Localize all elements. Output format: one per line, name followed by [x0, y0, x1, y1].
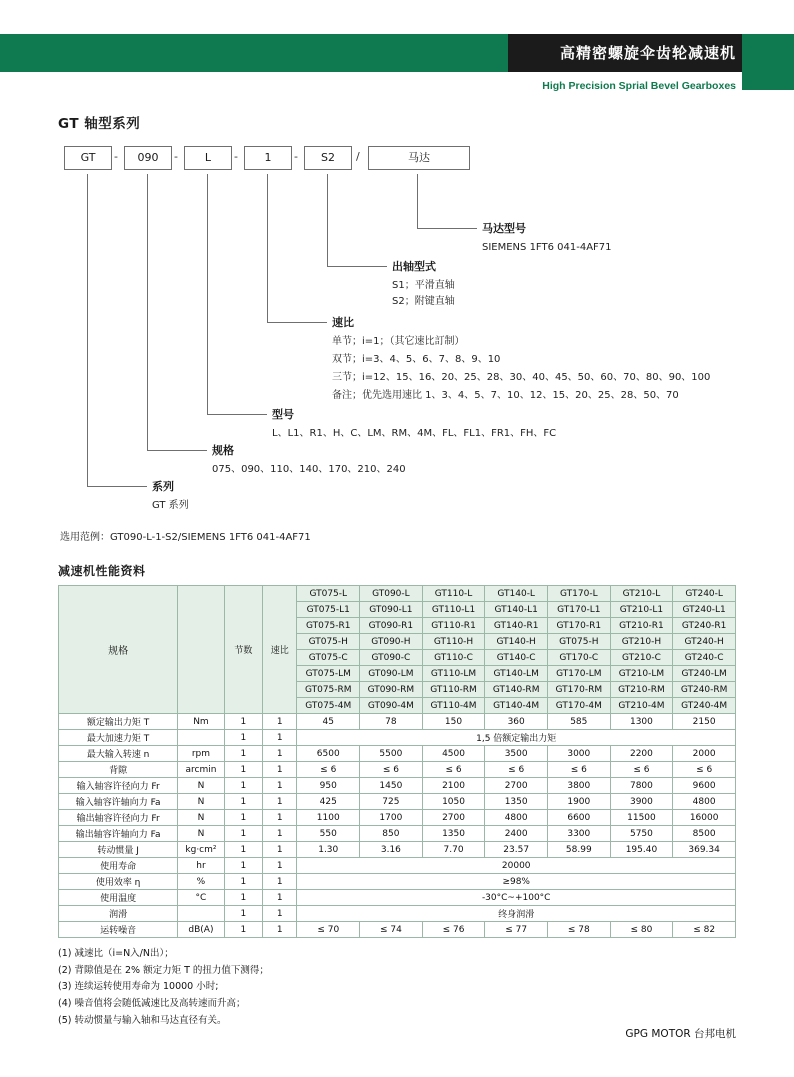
- table-row: [59, 794, 736, 810]
- row-sections: 1: [224, 810, 262, 826]
- row-unit: [178, 906, 224, 922]
- model-cell: GT240-L1: [673, 602, 736, 618]
- header-cell-spec: 规格: [59, 586, 178, 714]
- row-unit: kg·cm²: [178, 842, 224, 858]
- row-sections: 1: [224, 874, 262, 890]
- code-box-shaft: S2: [304, 146, 352, 170]
- leader-line-ratio-h: [267, 322, 327, 323]
- model-cell: GT075-R1: [297, 618, 360, 634]
- model-cell: GT090-RM: [360, 682, 423, 698]
- code-box-type: L: [184, 146, 232, 170]
- row-value: 2700: [485, 778, 548, 794]
- model-cell: GT110-R1: [422, 618, 485, 634]
- header-green-tab: [742, 34, 794, 90]
- model-cell: GT090-L: [360, 586, 423, 602]
- model-cell: GT170-R1: [547, 618, 610, 634]
- row-value: 3900: [610, 794, 673, 810]
- row-value: 550: [297, 826, 360, 842]
- legend-text-ratio-3: 备注；优先选用速比 1、3、4、5、7、10、12、15、20、25、28、50、70: [332, 390, 679, 401]
- row-value: ≤ 6: [547, 762, 610, 778]
- row-value: 850: [360, 826, 423, 842]
- code-dash-4: -: [294, 150, 298, 163]
- row-ratio: 1: [263, 874, 297, 890]
- row-value: 6600: [547, 810, 610, 826]
- row-unit: N: [178, 778, 224, 794]
- row-value: 6500: [297, 746, 360, 762]
- model-cell: GT140-L1: [485, 602, 548, 618]
- row-sections: 1: [224, 890, 262, 906]
- row-label: 使用温度: [59, 890, 178, 906]
- table-row: [59, 826, 736, 842]
- code-box-ratio: 1: [244, 146, 292, 170]
- row-value: 3300: [547, 826, 610, 842]
- row-value: 150: [422, 714, 485, 730]
- row-label: 输入轴容许径向力 Fr: [59, 778, 178, 794]
- row-value: 1100: [297, 810, 360, 826]
- model-cell: GT110-L1: [422, 602, 485, 618]
- table-row: [59, 778, 736, 794]
- table-row: [59, 810, 736, 826]
- legend-text-size-0: 075、090、110、140、170、210、240: [212, 464, 406, 475]
- row-value: 1450: [360, 778, 423, 794]
- model-cell: GT075-LM: [297, 666, 360, 682]
- row-value: 1050: [422, 794, 485, 810]
- row-value: ≤ 6: [610, 762, 673, 778]
- row-value: 5750: [610, 826, 673, 842]
- code-box-size: 090: [124, 146, 172, 170]
- row-value: 45: [297, 714, 360, 730]
- footnote-item: (2) 背隙值是在 2% 额定力矩 T 的扭力值下测得；: [58, 964, 269, 976]
- model-cell: GT110-C: [422, 650, 485, 666]
- row-value: 1300: [610, 714, 673, 730]
- row-value: ≤ 78: [547, 922, 610, 938]
- model-cell: GT140-H: [485, 634, 548, 650]
- model-cell: GT090-H: [360, 634, 423, 650]
- model-cell: GT170-RM: [547, 682, 610, 698]
- row-value: 9600: [673, 778, 736, 794]
- header-title-en: High Precision Sprial Bevel Gearboxes: [542, 80, 736, 92]
- legend-text-shaft-0: S1；平滑直轴: [392, 280, 455, 291]
- leader-line-size-h: [147, 450, 207, 451]
- row-value: 2700: [422, 810, 485, 826]
- code-box-motor: 马达: [368, 146, 470, 170]
- model-cell: GT240-H: [673, 634, 736, 650]
- row-value: 2000: [673, 746, 736, 762]
- model-cell: GT110-H: [422, 634, 485, 650]
- row-value: 1350: [485, 794, 548, 810]
- row-value: 2150: [673, 714, 736, 730]
- model-cell: GT210-L: [610, 586, 673, 602]
- leader-line-series-h: [87, 486, 147, 487]
- legend-label-size: 规格: [212, 444, 234, 457]
- leader-line-shaft-h: [327, 266, 387, 267]
- row-value: ≤ 77: [485, 922, 548, 938]
- model-cell: GT110-RM: [422, 682, 485, 698]
- table-row: [59, 586, 736, 602]
- row-ratio: 1: [263, 922, 297, 938]
- row-merged-value: -30°C~+100°C: [297, 890, 736, 906]
- model-cell: GT240-RM: [673, 682, 736, 698]
- row-value: 78: [360, 714, 423, 730]
- row-value: 2400: [485, 826, 548, 842]
- row-value: ≤ 82: [673, 922, 736, 938]
- leader-line-shaft-v: [327, 174, 328, 266]
- model-cell: GT210-4M: [610, 698, 673, 714]
- row-unit: rpm: [178, 746, 224, 762]
- model-cell: GT110-4M: [422, 698, 485, 714]
- row-sections: 1: [224, 906, 262, 922]
- row-ratio: 1: [263, 714, 297, 730]
- row-value: 5500: [360, 746, 423, 762]
- model-cell: GT090-LM: [360, 666, 423, 682]
- table-row: [59, 746, 736, 762]
- row-value: 1700: [360, 810, 423, 826]
- row-unit: N: [178, 794, 224, 810]
- model-code-bar: [58, 146, 736, 170]
- row-label: 输入轴容许轴向力 Fa: [59, 794, 178, 810]
- row-merged-value: 1,5 倍额定输出力矩: [297, 730, 736, 746]
- row-value: 2100: [422, 778, 485, 794]
- row-ratio: 1: [263, 746, 297, 762]
- row-sections: 1: [224, 794, 262, 810]
- page-footer: GPG MOTOR 台邦电机: [625, 1028, 736, 1040]
- row-ratio: 1: [263, 810, 297, 826]
- model-cell: GT210-LM: [610, 666, 673, 682]
- row-label: 使用效率 η: [59, 874, 178, 890]
- model-cell: GT170-L: [547, 586, 610, 602]
- page-header: [0, 0, 794, 96]
- model-cell: GT140-4M: [485, 698, 548, 714]
- leader-line-model-v: [207, 174, 208, 414]
- footnotes: [58, 946, 736, 1029]
- model-cell: GT240-LM: [673, 666, 736, 682]
- legend-label-model: 型号: [272, 408, 294, 421]
- footnote-item: (5) 转动惯量与输入轴和马达直径有关。: [58, 1014, 227, 1026]
- row-value: ≤ 6: [297, 762, 360, 778]
- row-value: ≤ 6: [422, 762, 485, 778]
- row-sections: 1: [224, 858, 262, 874]
- legend-text-model-0: L、L1、R1、H、C、LM、RM、4M、FL、FL1、FR1、FH、FC: [272, 428, 557, 439]
- row-label: 使用寿命: [59, 858, 178, 874]
- row-label: 转动惯量 J: [59, 842, 178, 858]
- table-row: [59, 762, 736, 778]
- row-sections: 1: [224, 842, 262, 858]
- row-value: 360: [485, 714, 548, 730]
- row-unit: N: [178, 810, 224, 826]
- model-cell: GT170-L1: [547, 602, 610, 618]
- row-value: ≤ 80: [610, 922, 673, 938]
- model-cell: GT240-L: [673, 586, 736, 602]
- row-ratio: 1: [263, 826, 297, 842]
- row-value: ≤ 76: [422, 922, 485, 938]
- row-label: 额定输出力矩 T: [59, 714, 178, 730]
- model-cell: GT090-4M: [360, 698, 423, 714]
- code-box-series: GT: [64, 146, 112, 170]
- row-unit: Nm: [178, 714, 224, 730]
- row-unit: [178, 730, 224, 746]
- row-sections: 1: [224, 762, 262, 778]
- row-value: 23.57: [485, 842, 548, 858]
- header-cell-sections: 节数: [224, 586, 262, 714]
- header-cell-blank: [178, 586, 224, 714]
- row-value: 3500: [485, 746, 548, 762]
- legend-text-series-0: GT 系列: [152, 500, 189, 511]
- leader-line-ratio-v: [267, 174, 268, 322]
- legend-text-ratio-2: 三节；i=12、15、16、20、25、28、30、40、45、50、60、70、80、90、100: [332, 372, 711, 383]
- row-unit: dB(A): [178, 922, 224, 938]
- model-cell: GT075-C: [297, 650, 360, 666]
- model-cell: GT075-4M: [297, 698, 360, 714]
- row-unit: N: [178, 826, 224, 842]
- legend-label-motor-model: 马达型号: [482, 222, 526, 235]
- model-cell: GT170-C: [547, 650, 610, 666]
- row-label: 输出轴容许径向力 Fr: [59, 810, 178, 826]
- row-value: 585: [547, 714, 610, 730]
- code-dash-3: -: [234, 150, 238, 163]
- header-title-cn: 高精密螺旋伞齿轮减速机: [559, 44, 736, 62]
- leader-line-motor-v: [417, 174, 418, 228]
- header-green-band: [0, 34, 508, 72]
- model-cell: GT140-L: [485, 586, 548, 602]
- row-value: 1.30: [297, 842, 360, 858]
- leader-line-model-h: [207, 414, 267, 415]
- row-value: ≤ 70: [297, 922, 360, 938]
- table-row: [59, 714, 736, 730]
- model-cell: GT075-L: [297, 586, 360, 602]
- row-value: 7.70: [422, 842, 485, 858]
- row-sections: 1: [224, 922, 262, 938]
- legend-text-motor-model-0: SIEMENS 1FT6 041-4AF71: [482, 242, 612, 253]
- row-value: 11500: [610, 810, 673, 826]
- table-row: [59, 906, 736, 922]
- model-cell: GT210-R1: [610, 618, 673, 634]
- row-unit: hr: [178, 858, 224, 874]
- model-cell: GT240-R1: [673, 618, 736, 634]
- row-value: 3800: [547, 778, 610, 794]
- legend-label-shaft-type: 出轴型式: [392, 260, 436, 273]
- row-sections: 1: [224, 730, 262, 746]
- legend-text-shaft-1: S2；附键直轴: [392, 296, 455, 307]
- row-value: 195.40: [610, 842, 673, 858]
- row-sections: 1: [224, 714, 262, 730]
- row-value: 4800: [673, 794, 736, 810]
- performance-table: [58, 585, 736, 938]
- row-ratio: 1: [263, 794, 297, 810]
- model-cell: GT240-C: [673, 650, 736, 666]
- section-title-performance: 减速机性能资料: [58, 564, 146, 578]
- row-merged-value: 终身润滑: [297, 906, 736, 922]
- model-cell: GT140-C: [485, 650, 548, 666]
- table-row: [59, 890, 736, 906]
- footnote-item: (1) 减速比（i=N入/N出）；: [58, 948, 174, 959]
- model-cell: GT110-L: [422, 586, 485, 602]
- row-value: 1900: [547, 794, 610, 810]
- leader-line-motor-h: [417, 228, 477, 229]
- model-cell: GT170-LM: [547, 666, 610, 682]
- legend-label-series: 系列: [152, 480, 174, 493]
- row-value: 725: [360, 794, 423, 810]
- row-value: ≤ 6: [485, 762, 548, 778]
- model-cell: GT110-LM: [422, 666, 485, 682]
- model-cell: GT140-R1: [485, 618, 548, 634]
- row-merged-value: 20000: [297, 858, 736, 874]
- row-sections: 1: [224, 746, 262, 762]
- model-cell: GT075-H: [547, 634, 610, 650]
- model-cell: GT210-RM: [610, 682, 673, 698]
- row-label: 润滑: [59, 906, 178, 922]
- row-ratio: 1: [263, 906, 297, 922]
- model-cell: GT075-L1: [297, 602, 360, 618]
- row-ratio: 1: [263, 778, 297, 794]
- row-sections: 1: [224, 826, 262, 842]
- row-label: 输出轴容许轴向力 Fa: [59, 826, 178, 842]
- row-label: 运转噪音: [59, 922, 178, 938]
- legend-text-ratio-0: 单节；i=1；（其它速比訂制）: [332, 336, 465, 347]
- row-value: ≤ 6: [673, 762, 736, 778]
- row-ratio: 1: [263, 858, 297, 874]
- row-value: 425: [297, 794, 360, 810]
- row-value: ≤ 6: [360, 762, 423, 778]
- table-row: [59, 842, 736, 858]
- row-unit: °C: [178, 890, 224, 906]
- row-value: ≤ 74: [360, 922, 423, 938]
- row-ratio: 1: [263, 842, 297, 858]
- model-cell: GT210-H: [610, 634, 673, 650]
- row-value: 4500: [422, 746, 485, 762]
- row-value: 2200: [610, 746, 673, 762]
- footnote-item: (3) 连续运转使用寿命为 10000 小时;: [58, 981, 219, 993]
- row-value: 7800: [610, 778, 673, 794]
- model-cell: GT140-RM: [485, 682, 548, 698]
- row-value: 4800: [485, 810, 548, 826]
- model-cell: GT170-4M: [547, 698, 610, 714]
- model-cell: GT090-R1: [360, 618, 423, 634]
- row-value: 950: [297, 778, 360, 794]
- table-row: [59, 922, 736, 938]
- row-ratio: 1: [263, 730, 297, 746]
- model-cell: GT090-C: [360, 650, 423, 666]
- model-cell: GT090-L1: [360, 602, 423, 618]
- row-label: 背隙: [59, 762, 178, 778]
- row-value: 1350: [422, 826, 485, 842]
- table-row: [59, 858, 736, 874]
- header-cell-ratio: 速比: [263, 586, 297, 714]
- row-label: 最大加速力矩 T: [59, 730, 178, 746]
- model-cell: GT210-C: [610, 650, 673, 666]
- row-ratio: 1: [263, 890, 297, 906]
- row-value: 16000: [673, 810, 736, 826]
- page-content: [58, 112, 736, 1029]
- row-value: 58.99: [547, 842, 610, 858]
- legend-text-ratio-1: 双节；i=3、4、5、6、7、8、9、10: [332, 354, 501, 365]
- code-dash-2: -: [174, 150, 178, 163]
- row-unit: arcmin: [178, 762, 224, 778]
- model-cell: GT240-4M: [673, 698, 736, 714]
- code-dash-1: -: [114, 150, 118, 163]
- model-code-legend: [58, 172, 736, 562]
- row-unit: %: [178, 874, 224, 890]
- section-title-gt-series: GT 轴型系列: [58, 116, 141, 132]
- row-value: 8500: [673, 826, 736, 842]
- leader-line-size-v: [147, 174, 148, 450]
- legend-label-ratio: 速比: [332, 316, 354, 329]
- model-cell: GT140-LM: [485, 666, 548, 682]
- row-value: 3.16: [360, 842, 423, 858]
- row-value: 3000: [547, 746, 610, 762]
- model-code-example: 选用范例：GT090-L-1-S2/SIEMENS 1FT6 041-4AF71: [60, 532, 311, 543]
- table-row: [59, 730, 736, 746]
- row-ratio: 1: [263, 762, 297, 778]
- code-slash: /: [356, 150, 360, 163]
- footnote-item: (4) 噪音值将会随低减速比及高转速而升高；: [58, 997, 246, 1009]
- model-cell: GT075-RM: [297, 682, 360, 698]
- row-sections: 1: [224, 778, 262, 794]
- table-row: [59, 874, 736, 890]
- row-merged-value: ≥98%: [297, 874, 736, 890]
- row-label: 最大输入转速 n: [59, 746, 178, 762]
- row-value: 369.34: [673, 842, 736, 858]
- model-cell: GT075-H: [297, 634, 360, 650]
- leader-line-series-v: [87, 174, 88, 486]
- model-cell: GT210-L1: [610, 602, 673, 618]
